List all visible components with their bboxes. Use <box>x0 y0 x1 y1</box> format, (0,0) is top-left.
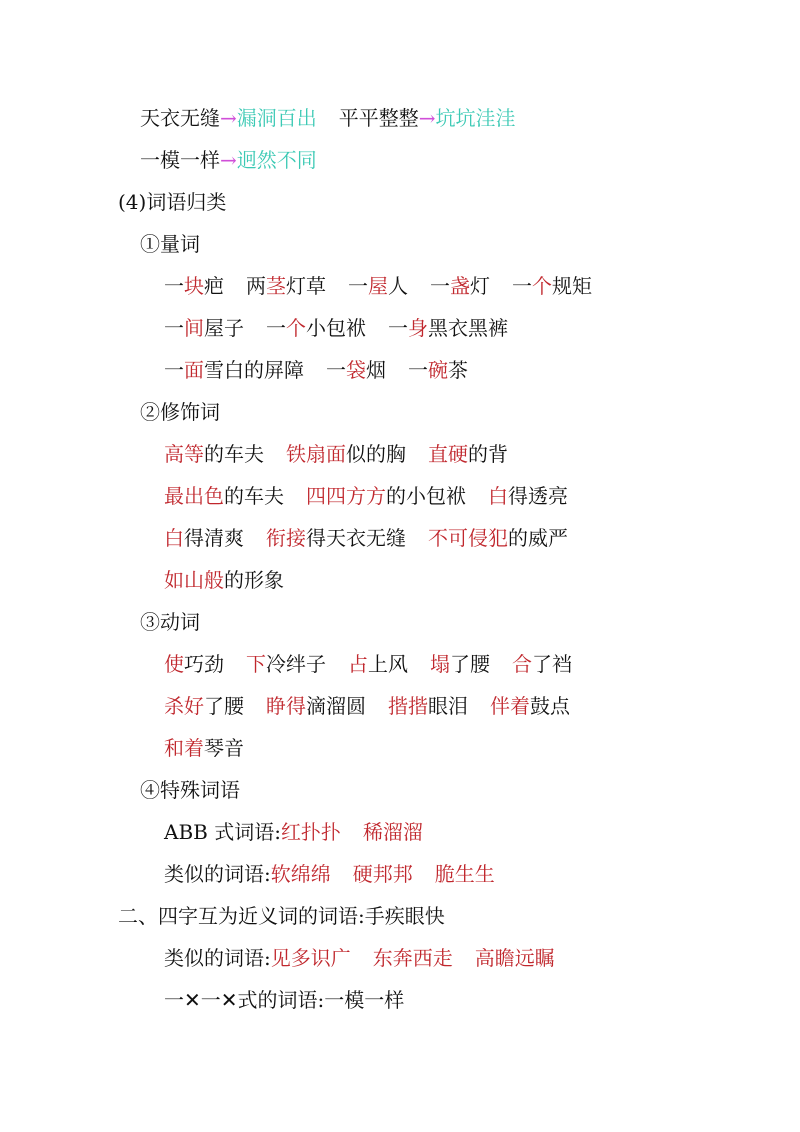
phrase: 一面雪白的屏障 <box>164 358 304 382</box>
phrase: 揩揩眼泪 <box>388 694 468 718</box>
label: 类似的词语: <box>164 946 271 970</box>
phrase: 不可侵犯的威严 <box>428 526 568 550</box>
phrase: 下冷绊子 <box>246 652 326 676</box>
phrase: 合了裆 <box>512 652 572 676</box>
phrase: 占上风 <box>348 652 408 676</box>
phrase: 如山般的形象 <box>164 568 284 592</box>
modifier-line-1 <box>164 440 508 468</box>
phrase: 白得透亮 <box>488 484 568 508</box>
similar-words-line <box>164 860 495 888</box>
word: 红扑扑 <box>280 820 341 844</box>
phrase: 四四方方的小包袱 <box>306 484 466 508</box>
phrase: 睁得滴溜圆 <box>266 694 366 718</box>
phrase: 高等的车夫 <box>164 442 264 466</box>
section-heading: (4)词语归类 <box>118 190 227 214</box>
modifier-line-2 <box>164 482 568 510</box>
verb-line-1 <box>164 650 572 678</box>
quantifier-line-3 <box>164 356 468 384</box>
phrase: 两茎灯草 <box>246 274 326 298</box>
phrase: 直硬的背 <box>428 442 508 466</box>
label: 类似的词语: <box>164 862 271 886</box>
abb-words-line <box>164 818 423 846</box>
subsection-heading: ②修饰词 <box>140 400 220 424</box>
phrase: 和着琴音 <box>164 736 244 760</box>
phrase: 塌了腰 <box>430 652 490 676</box>
quantifier-line-2 <box>164 314 508 342</box>
phrase: 一碗茶 <box>408 358 468 382</box>
section-heading: 二、四字互为近义词的词语:手疾眼快 <box>118 904 445 928</box>
antonym: 坑坑洼洼 <box>435 106 516 130</box>
word: 一模一样 <box>140 148 220 172</box>
verb-line-2 <box>164 692 570 720</box>
word: 稀溜溜 <box>362 820 423 844</box>
arrow-icon: → <box>220 106 237 130</box>
word: 脆生生 <box>434 862 495 886</box>
phrase: 最出色的车夫 <box>164 484 284 508</box>
subsection-heading: ④特殊词语 <box>140 778 240 802</box>
phrase: 白得清爽 <box>164 526 244 550</box>
antonym-row-2 <box>140 146 317 174</box>
arrow-icon: → <box>220 148 237 172</box>
quantifier-line-1 <box>164 272 592 300</box>
word: 见多识广 <box>270 946 351 970</box>
antonym: 迥然不同 <box>236 148 317 172</box>
phrase: 一屋人 <box>348 274 408 298</box>
arrow-icon: → <box>418 106 436 130</box>
word: 东奔西走 <box>372 946 453 970</box>
subsection-heading: ③动词 <box>140 610 200 634</box>
phrase: 一盏灯 <box>430 274 490 298</box>
word: 软绵绵 <box>270 862 331 886</box>
word: 硬邦邦 <box>352 862 413 886</box>
modifier-line-3 <box>164 524 568 552</box>
phrase: 一身黑衣黑裤 <box>388 316 508 340</box>
label: ABB 式词语: <box>164 820 281 844</box>
phrase: 伴着鼓点 <box>490 694 570 718</box>
pattern-words-line: 一✕一✕式的词语:一模一样 <box>164 988 405 1012</box>
phrase: 一间屋子 <box>164 316 244 340</box>
subsection-heading: ①量词 <box>140 232 200 256</box>
modifier-line-4 <box>164 566 284 594</box>
phrase: 铁扇面似的胸 <box>286 442 406 466</box>
verb-line-3 <box>164 734 244 762</box>
antonym: 漏洞百出 <box>236 106 317 130</box>
similar-words-line <box>164 944 555 972</box>
phrase: 一个规矩 <box>512 274 592 298</box>
word: 高瞻远瞩 <box>474 946 555 970</box>
antonym-row-1 <box>140 104 516 132</box>
phrase: 一袋烟 <box>326 358 386 382</box>
word: 天衣无缝 <box>140 106 220 130</box>
phrase: 使巧劲 <box>164 652 224 676</box>
phrase: 一个小包袱 <box>266 316 366 340</box>
phrase: 杀好了腰 <box>164 694 244 718</box>
phrase: 衔接得天衣无缝 <box>266 526 406 550</box>
phrase: 一块疤 <box>164 274 224 298</box>
word: 平平整整 <box>338 106 419 130</box>
